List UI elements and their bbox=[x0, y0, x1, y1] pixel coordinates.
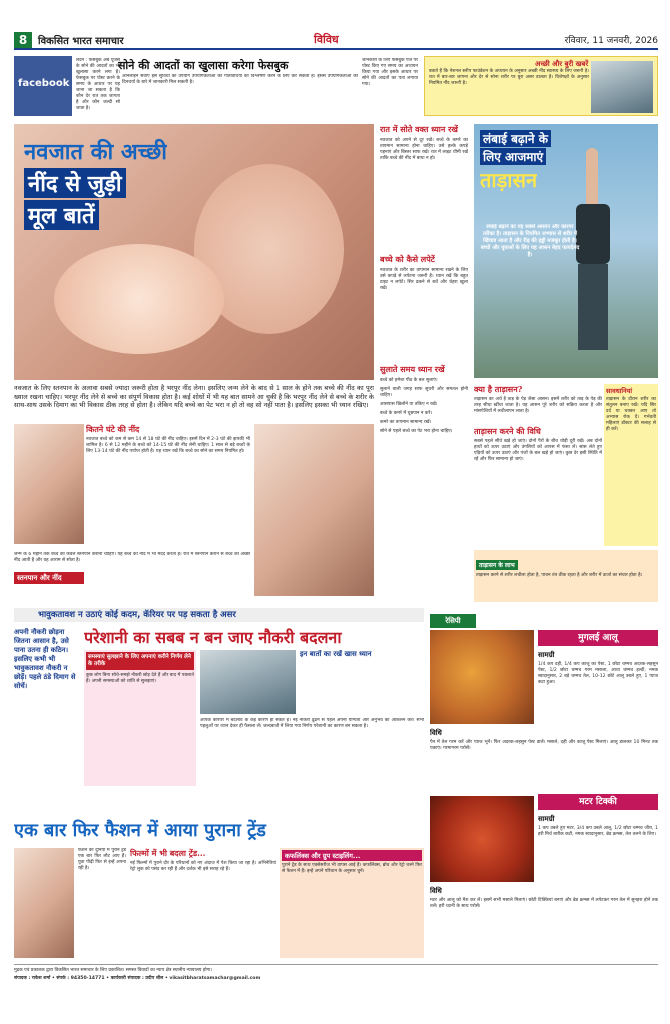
dish2-photo bbox=[430, 796, 534, 882]
yoga-what-box bbox=[474, 384, 602, 424]
yoga-benefit-body: ताड़ासन करने से शरीर लचीला होता है, पाचन तंत्र ठीक रहता है और शरीर में ऊर्जा का संचार होता है। bbox=[476, 573, 643, 578]
career-quote: इन बातों का रखें खास ध्यान bbox=[300, 650, 372, 658]
recipe-label: रेसिपी bbox=[430, 614, 476, 628]
yoga-how-title: ताड़ासन करने की विधि bbox=[474, 426, 541, 436]
section-title: विविध bbox=[314, 33, 339, 46]
career-box bbox=[84, 650, 196, 786]
career-photo bbox=[200, 650, 296, 714]
dish2-method: मटर और आलू को मैश कर लें। इसमें सभी मसाले मिलाएं। छोटी टिक्कियां बनाएं और ब्रेड क्रम्ब्स में लपेटकर गरम तेल में सुनहरा होने तक तलें। हरी चटनी के साथ परोसें। bbox=[430, 898, 658, 909]
dish1-method-title: विधि bbox=[430, 728, 442, 737]
fashion-film-body: नई फिल्मों में पुराने दौर के परिधानों को नए अंदाज में पेश किया जा रहा है। अभिनेत्रियां रेट्रो लुक को पसंद कर रही हैं और दर्शक भी इसे सराह रहे हैं। bbox=[130, 861, 276, 872]
career-body: आपके कॅरियर में बदलाव के कई कारण हो सकते हैं। नई नौकरी ढूंढने से पहले अपनी योग्यता और अनुभव का आकलन करें। सभी पहलुओं पर ध्यान देकर ही फैसला लें। जल्दबाजी में लिया गया निर्णय परेशानी का कारण बन सकता है। bbox=[200, 718, 424, 729]
facebook-body-3: जानकारी के लिए फेसबुक पेज पर पोस्ट किए गए समय का अध्ययन किया गया और इसके आधार पर सोने की आदतों का पता लगाया गया। bbox=[362, 58, 418, 87]
dish2-ingredients-title: सामग्री bbox=[538, 814, 555, 823]
clothes-title: बच्चे को कैसे लपेटें bbox=[380, 254, 435, 264]
breastfeeding-title: स्तनपान और नींद bbox=[14, 572, 84, 584]
yoga-what-body: ताड़ासन का अर्थ है ताड़ के पेड़ जैसा आसन। इसमें शरीर को ताड़ के पेड़ की तरह सीधा खींचा जाता है। यह आसन पूरे शरीर को सक्रिय करता है और मांसपेशियों में लचीलापन लाता है। bbox=[474, 397, 602, 414]
dish1-ingredients-title: सामग्री bbox=[538, 650, 555, 659]
footer-editor: संपादक : राकेश शर्मा • संपर्क : 94350-14771 • कार्यकारी संपादक : प्रदीप शील • vikasitbharatsamachar@gmail.com bbox=[14, 976, 261, 981]
yoga-benefit-box bbox=[474, 550, 658, 602]
page-number: 8 bbox=[14, 32, 32, 48]
list-item: बच्चे को हमेशा पीठ के बल सुलाएं। bbox=[380, 378, 438, 383]
facebook-logo-text: facebook bbox=[18, 78, 70, 89]
career-box-body: कुछ लोग बिना सोचे-समझे नौकरी छोड़ देते हैं और बाद में पछताते हैं। अपनी समस्याओं को शांति से सुलझाएं। bbox=[86, 673, 194, 684]
paper-name: विकसित भारत समाचार bbox=[38, 36, 124, 47]
fashion-intro: फैशन की दुनिया में पुराने ट्रेंड एक बार फिर लौट आए हैं। युवा पीढ़ी फिर से इन्हें अपना रही है। bbox=[78, 848, 126, 871]
sleep-tip-photo bbox=[591, 61, 653, 113]
safe-list bbox=[380, 378, 468, 435]
career-headline: परेशानी का सबब न बन जाए नौकरी बदलना bbox=[84, 628, 342, 647]
yoga-headline-3: ताड़ासन bbox=[480, 168, 538, 192]
how-many-title: कितने घंटे की नींद bbox=[86, 424, 140, 434]
footer-imprint: मुद्रक एवं प्रकाशक द्वारा विकसित भारत समाचार के लिए प्रकाशित। समस्त विवादों का न्याय क्षेत्र स्थानीय न्यायालय होगा। bbox=[14, 968, 213, 973]
dish2-ingredients: 1 कप उबले हुए मटर, 3/4 कप उबले आलू, 1/2 छोटा चम्मच जीरा, 1 हरी मिर्च बारीक कटी, नमक स्वादानुसार, ब्रेड क्रम्ब्स, तेल तलने के लिए। bbox=[538, 826, 658, 837]
dish1-method: पैन में तेल गरम करें और प्याज भूनें। फिर अदरक-लहसुन पेस्ट डालें। मसाले, दही और काजू पेस्ट मिलाएं। आलू डालकर 10 मिनट तक पकाएं। गरमागरम परोसें। bbox=[430, 740, 658, 751]
yoga-benefit-title: ताड़ासन के लाभ bbox=[476, 560, 518, 570]
list-item: सोने से पहले बच्चे का पेट भरा होना चाहिए। bbox=[380, 429, 453, 434]
dish1-title: मुगलई आलू bbox=[538, 630, 658, 646]
date-line: रविवार, 11 जनवरी, 2026 bbox=[564, 36, 658, 46]
yoga-headline-1: लंबाई बढ़ाने के bbox=[480, 130, 551, 147]
dish1-ingredients: 1/4 कप दही, 1/4 कप काजू का पेस्ट, 1 छोटा चम्मच अदरक-लहसुन पेस्ट, 1/2 छोटा चम्मच गरम मसाला, आधा चम्मच हल्दी, नमक स्वादानुसार, 2 बड़े चम्मच तेल, 10-12 छोटे आलू उबले हुए, 1 प्याज कटा हुआ। bbox=[538, 662, 658, 685]
yoga-caution-title: सावधानियां bbox=[606, 387, 633, 395]
fashion-film-title: फिल्मों में भी बदला ट्रेंड... bbox=[130, 848, 206, 858]
list-item: आसपास खिलौने या तकिए न रखें। bbox=[380, 402, 438, 407]
yoga-how-body: सबसे पहले सीधे खड़े हो जाएं। दोनों पैरों के बीच थोड़ी दूरी रखें। अब दोनों हाथों को ऊपर उठाएं और उंगलियों को आपस में फंसा लें। सांस लेते हुए एड़ियों को ऊपर उठाएं और पंजों के बल खड़े हो जाएं। कुछ देर इसी स्थिति में रहें और फिर सामान्य हो जाएं। bbox=[474, 439, 602, 462]
fashion-film-box bbox=[130, 848, 276, 958]
masthead bbox=[14, 30, 658, 50]
yoga-what-title: क्या है ताड़ासन? bbox=[474, 384, 523, 394]
newborn-headline-1: नवजात की अच्छी bbox=[24, 139, 167, 165]
fashion-photo bbox=[14, 848, 74, 958]
newborn-headline-2: नींद से जुड़ी bbox=[24, 168, 126, 198]
footer bbox=[14, 964, 658, 1004]
night-column bbox=[380, 124, 468, 602]
dish2-method-box bbox=[430, 886, 658, 956]
how-many-box bbox=[86, 424, 250, 548]
yoga-how-box bbox=[474, 426, 602, 546]
baby-photo-2 bbox=[14, 424, 84, 544]
facebook-body-2: ऑनलाइन सेवाएं इस सुविधा का उपयोग उपयोगकर्ताओं की गतिविधियों का विश्लेषण करने के लिए कर सकती हैं। इससे उपयोगकर्ताओं की दिनचर्या के बारे में जानकारी मिल सकती है। bbox=[122, 74, 358, 85]
night-title: रात में सोते वक्त ध्यान रखें bbox=[380, 124, 458, 134]
facebook-logo bbox=[14, 56, 72, 116]
clothes-body: नवजात के शरीर का तापमान सामान्य रखने के लिए उसे कपड़े से लपेटना जरूरी है। ध्यान रखें कि बहुत टाइट न लपेटें। सिर ढकने से बचें और चेहरा खुला रखें। bbox=[380, 268, 468, 291]
newborn-intro: नवजात के लिए स्तनपान के अलावा सबसे ज्यादा जरूरी होता है भरपूर नींद लेना। इसलिए जन्म लेने के बाद से 1 साल के होने तक बच्चे की नींद का पूरा ख्याल रखना चाहिए। भरपूर नींद लेने से बच्चे का संपूर्ण विकास होता है। कई शोधों में भी यह बात सामने आ चुकी है कि भरपूर नींद लेने से बच्चे के शरीर के साथ-साथ उसके दिमाग का भी विकास ठीक तरह से होता है। लेकिन यदि बच्चे का पेट भरा न हो तो वह सो नहीं पाता है। इसलिए इसका भी ध्यान रखिए। bbox=[14, 384, 374, 409]
how-many-body: नवजात बच्चे को कम से कम 14 से 18 घंटे की नींद चाहिए। इसमें दिन में 2-3 घंटे की झपकी भी शामिल है। 6 से 12 महीने के बच्चे को 14-15 घंटे की नींद लेनी चाहिए। 1 साल से बड़े बच्चों के लिए 13-14 घंटे की नींद पर्याप्त होती है। यह ध्यान रखें कि बच्चे का सोने का समय नियमित हो। bbox=[86, 437, 250, 454]
yoga-caution-box bbox=[604, 384, 658, 546]
yoga-intro: लंबाई बढ़ाने का यह सबसे आसान और कारगर तरीका है। ताड़ासन के नियमित अभ्यास से शरीर में खिंचाव आता है और रीढ़ की हड्डी मजबूत होती है। बच्चों और युवाओं के लिए यह आसन बेहद फायदेमंद है। bbox=[480, 224, 580, 258]
newborn-headline-3: मूल बातें bbox=[24, 200, 99, 230]
dish1-ingredients-box bbox=[538, 650, 658, 724]
facebook-body-1: लंदन : फेसबुक अब यूजर्स के सोने की आदतों का भी खुलासा करने लगा है। फेसबुक पर पोस्ट करने के समय के आधार पर यह जाना जा सकता है कि कौन देर रात तक जागता है और कौन जल्दी सो जाता है। bbox=[76, 58, 120, 111]
sleep-tip-title: अच्छी और बुरी खबरें bbox=[535, 60, 589, 68]
list-item: बच्चे के कमरे में धूम्रपान न करें। bbox=[380, 411, 433, 416]
fashion-accessory-box bbox=[280, 848, 424, 958]
night-body: नवजात को अपने से दूर रखें। बच्चे के कमरे का तापमान सामान्य होना चाहिए। उसे हल्के कपड़े पहनाएं और बिस्तर साफ रखें। रात में लाइट धीमी रखें ताकि बच्चे की नींद में बाधा न हो। bbox=[380, 138, 468, 161]
yoga-headline-2: लिए आजमाएं bbox=[480, 148, 546, 165]
sleep-tip-body: बताते हैं कि नेशनल स्लीप फाउंडेशन के अध्ययन के अनुसार अच्छी नींद स्वास्थ्य के लिए जरूरी है। रात में बार-बार जागना और देर से सोना शरीर पर बुरा असर डालता है। विशेषज्ञों के अनुसार नियमित नींद जरूरी है। bbox=[429, 69, 589, 86]
safe-title: सुलाते समय ध्यान रखें bbox=[380, 364, 445, 374]
dish1-method-box bbox=[430, 728, 658, 788]
career-banner: भावुकतावश न उठाएं कोई कदम, कॅरियर पर पड़ सकता है असर bbox=[14, 608, 424, 622]
list-item: सुलाने वाली जगह साफ सुथरी और समतल होनी चाहिए। bbox=[380, 387, 468, 398]
dish1-photo bbox=[430, 630, 534, 724]
breastfeeding-body: जन्म के 6 महीने तक बच्चे को केवल स्तनपान कराना चाहिए। यह बच्चे की नींद में भी मदद करता है। रात में स्तनपान कराने से बच्चे को अच्छी नींद आती है और वह आराम से सोता है। bbox=[14, 552, 250, 563]
sleep-tip-box bbox=[424, 56, 658, 116]
career-box-title: समस्याएं सुलझाने के लिए अपनाएं करीने निर्णय लेने के तरीके bbox=[86, 652, 194, 670]
career-lead: अपनी नौकरी छोड़ना जितना आसान है, उसे पाना उतना ही कठिन। इसलिए कभी भी भावुकतावश नौकरी न छोड़ें। पहले ठंडे दिमाग से सोचें। bbox=[14, 628, 76, 690]
fashion-headline: एक बार फिर फैशन में आया पुराना ट्रेंड bbox=[14, 820, 266, 841]
dish2-method-title: विधि bbox=[430, 886, 442, 895]
fashion-accessory-body: पुराने ट्रेंड के साथ एक्सेसरीज भी वापस आई हैं। कफलिंक्स, ब्रोच और रेट्रो चश्मे फिर से फैशन में हैं। इन्हें अपने परिधान के अनुसार चुनें। bbox=[282, 863, 422, 874]
fashion-accessory-title: कफलिंक्स और ग्रुप स्टाइलिंग... bbox=[282, 850, 422, 861]
mother-baby-photo bbox=[254, 424, 374, 596]
list-item: कमरे का तापमान सामान्य रखें। bbox=[380, 420, 432, 425]
dish2-ingredients-box bbox=[538, 814, 658, 882]
facebook-headline: सोने की आदतों का खुलासा करेगा फेसबुक bbox=[118, 59, 289, 72]
dish2-title: मटर टिक्की bbox=[538, 794, 658, 810]
yoga-caution-body: ताड़ासन के दौरान शरीर का संतुलन बनाए रखें। यदि सिर दर्द या चक्कर आए तो अभ्यास रोक दें। गर्भवती महिलाएं डॉक्टर की सलाह से ही करें। bbox=[606, 397, 656, 432]
